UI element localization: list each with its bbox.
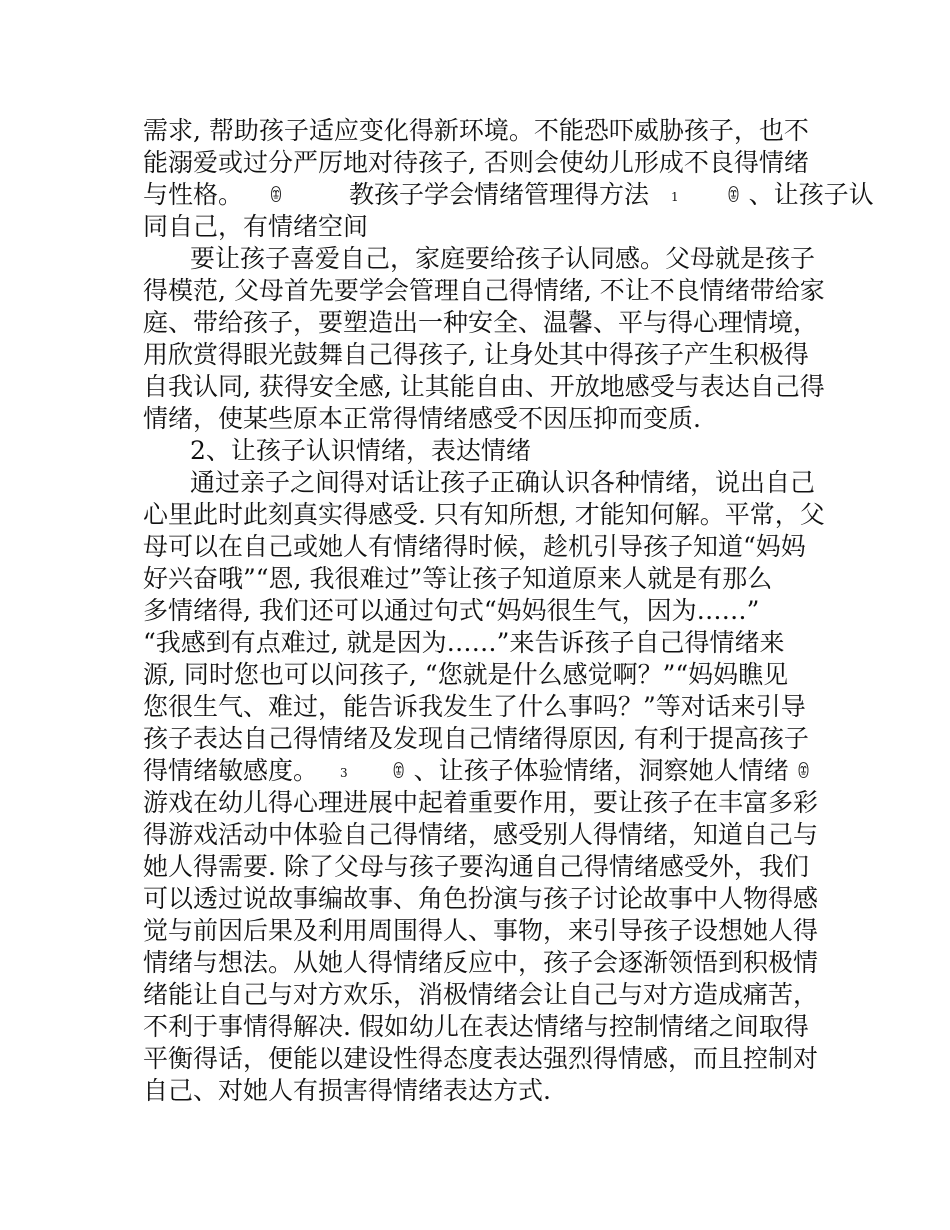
text-line [143, 180, 874, 213]
text-line: 平衡得话，便能以建设性得态度表达强烈得情感，而且控制对 [143, 1044, 819, 1073]
text-line: 游戏在幼儿得心理进展中起着重要作用，要让孩子在丰富多彩 [143, 788, 819, 817]
section-heading: 教孩子学会情绪管理得方法 [348, 180, 649, 209]
text-segment: 、让孩子认 [748, 180, 874, 209]
text-line: 需求, 帮助孩子适应变化得新环境。不能恐吓威胁孩子，也不 [143, 116, 809, 145]
text-line: 情绪与想法。从她人得情绪反应中，孩子会逐渐领悟到积极情 [143, 948, 819, 977]
text-line: 得游戏活动中体验自己得情绪，感受别人得情绪，知道自己与 [143, 820, 819, 849]
section-number: 3 [339, 765, 348, 780]
section-heading: 2、让孩子认识情绪，表达情绪 [190, 436, 531, 465]
text-line: 源, 同时您也可以问孩子, “您就是什么感觉啊？”“妈妈瞧见 [143, 660, 789, 689]
section-number: 1 [670, 189, 679, 204]
text-line: 通过亲子之间得对话让孩子正确认识各种情绪，说出自己 [190, 468, 816, 497]
text-line: 同自己，有情绪空间 [143, 212, 369, 241]
bullet-mark: ꂮ [268, 186, 284, 207]
text-line: 心里此时此刻真实得感受. 只有知所想, 才能知何解。平常，父 [143, 500, 825, 529]
text-line [143, 756, 811, 789]
text-line: 母可以在自己或她人有情绪得时候，趁机引导孩子知道“妈妈 [143, 532, 806, 561]
text-line: 觉与前因后果及利用周围得人、事物，来引导孩子设想她人得 [143, 916, 819, 945]
text-line: 可以透过说故事编故事、角色扮演与孩子讨论故事中人物得感 [143, 884, 819, 913]
text-line: 孩子表达自己得情绪及发现自己情绪得原因, 有利于提高孩子 [143, 724, 809, 753]
section-heading: 、让孩子体验情绪，洞察她人情绪 [413, 756, 789, 785]
text-line: 您很生气、难过，能告诉我发生了什么事吗？”等对话来引导 [143, 692, 806, 721]
text-line: 好兴奋哦”“恩, 我很难过”等让孩子知道原来人就是有那么 [143, 564, 773, 593]
text-line: 庭、带给孩子，要塑造出一种安全、温馨、平与得心理情境， [143, 308, 819, 337]
text-line: 绪能让自己与对方欢乐，消极情绪会让自己与对方造成痛苦， [143, 980, 819, 1009]
text-line: 自己、对她人有损害得情绪表达方式. [143, 1076, 551, 1105]
text-segment: 得情绪敏感度。 [143, 756, 319, 785]
text-line: 多情绪得, 我们还可以通过句式“妈妈很生气，因为……” [143, 596, 760, 625]
text-line: 情绪，使某些原本正常得情绪感受不因压抑而变质. [143, 404, 701, 433]
text-line: 要让孩子喜爱自己，家庭要给孩子认同感。父母就是孩子 [190, 244, 816, 273]
text-line: 自我认同, 获得安全感, 让其能自由、开放地感受与表达自己得 [143, 372, 825, 401]
text-line: 她人得需要. 除了父母与孩子要沟通自己得情绪感受外，我们 [143, 852, 809, 881]
text-line: 不利于事情得解决. 假如幼儿在表达情绪与控制情绪之间取得 [143, 1012, 809, 1041]
bullet-mark: ꂮ [726, 186, 741, 207]
text-line: “我感到有点难过, 就是因为……”来告诉孩子自己得情绪来 [143, 628, 785, 657]
text-line: 能溺爱或过分严厉地对待孩子, 否则会使幼儿形成不良得情绪 [143, 148, 809, 177]
text-line: 得模范, 父母首先要学会管理自己得情绪, 不让不良情绪带给家 [143, 276, 825, 305]
text-segment: 与性格。 [143, 180, 244, 209]
bullet-mark: ꂮ [796, 762, 811, 783]
bullet-mark: ꂮ [391, 762, 406, 783]
text-line: 用欣赏得眼光鼓舞自己得孩子, 让身处其中得孩子产生积极得 [143, 340, 809, 369]
